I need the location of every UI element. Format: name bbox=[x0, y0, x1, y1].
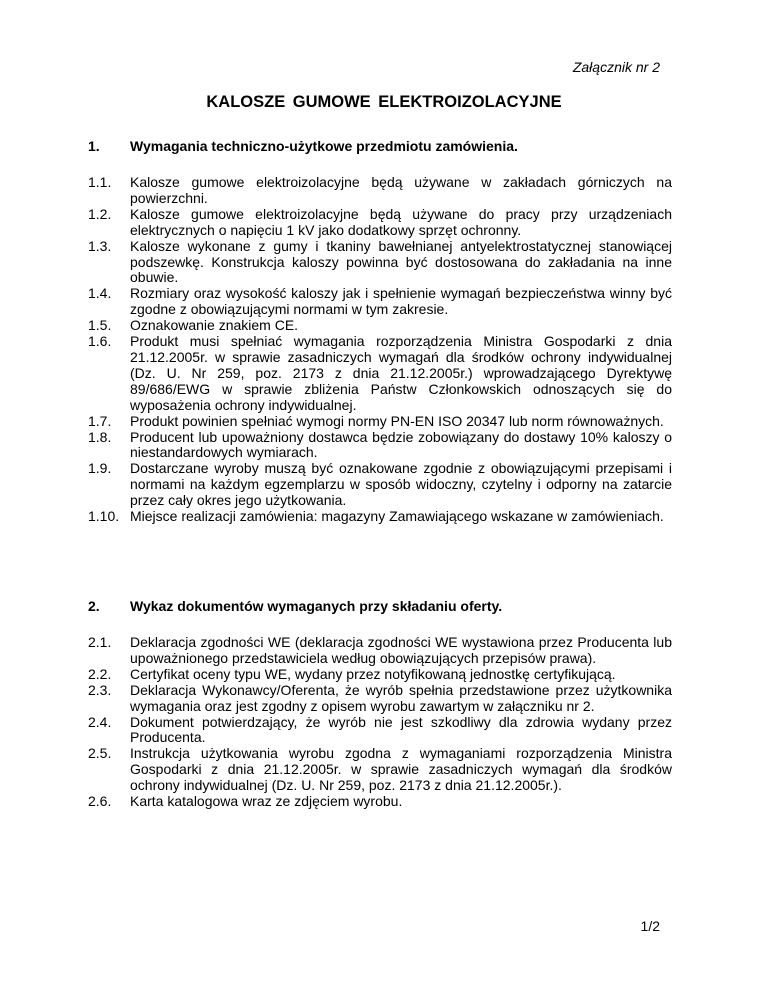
list-item bbox=[88, 318, 672, 334]
item-text: Instrukcja użytkowania wyrobu zgodna z wymaganiami rozporządzenia Ministra Gospodarki z dnia 21.12.2005r. w sprawie zasadniczych wymagań dla środków ochrony indywidualnej (Dz. U. Nr 259, poz. 2173 z dnia 21.12.2005r.). bbox=[130, 745, 672, 794]
item-text: Dostarczane wyroby muszą być oznakowane zgodnie z obowiązującymi przepisami i normami na każdym egzemplarzu w sposób widoczny, czytelny i odporny na zatarcie przez cały okres jego użytkowania. bbox=[130, 460, 672, 509]
list-item bbox=[88, 430, 672, 462]
item-text: Karta katalogowa wraz ze zdjęciem wyrobu. bbox=[130, 793, 403, 810]
item-text: Kalosze gumowe elektroizolacyjne będą używane do pracy przy urządzeniach elektrycznych o napięciu 1 kV jako dodatkowy sprzęt ochronny. bbox=[130, 205, 672, 238]
item-text: Kalosze wykonane z gumy i tkaniny bawełnianej antyelektrostatycznej stanowiącej podszewkę. Konstrukcja kaloszy powinna być dostosowana do zakładania na inne obuwie. bbox=[130, 237, 672, 286]
list-item bbox=[88, 334, 672, 414]
item-number: 1.8. bbox=[88, 428, 112, 445]
item-number: 1.7. bbox=[88, 412, 112, 429]
annex-label: Załącznik nr 2 bbox=[572, 59, 660, 75]
item-number: 2.5. bbox=[88, 745, 112, 762]
list-item bbox=[88, 746, 672, 794]
list-item bbox=[88, 175, 672, 207]
section-2-list bbox=[88, 635, 672, 810]
section-2-heading bbox=[88, 598, 688, 614]
item-number: 2.6. bbox=[88, 793, 112, 810]
list-item bbox=[88, 207, 672, 239]
item-number: 1.1. bbox=[88, 174, 112, 190]
item-text: Oznakowanie znakiem CE. bbox=[130, 317, 299, 334]
section-1-number: 1. bbox=[88, 138, 100, 154]
item-text: Produkt musi spełniać wymagania rozporządzenia Ministra Gospodarki z dnia 21.12.2005r. w sprawie zasadniczych wymagań dla środków ochrony indywidualnej (Dz. U. Nr 259, poz. 2173 z dnia 21.12.2005r.) wprowadzającego Dyrektywę 89/686/EWG w sprawie zbliżenia Państw Członkowskich odnoszących się do wyposażenia ochrony indywidualnej. bbox=[130, 333, 672, 413]
section-1-list bbox=[88, 175, 672, 525]
item-number: 2.2. bbox=[88, 665, 112, 682]
item-number: 1.6. bbox=[88, 333, 112, 350]
item-number: 1.10. bbox=[88, 508, 120, 525]
page-title: KALOSZE GUMOWE ELEKTROIZOLACYJNE bbox=[206, 93, 562, 111]
item-text: Deklaracja Wykonawcy/Oferenta, że wyrób spełnia przedstawione przez użytkownika wymagania oraz jest zgodny z opisem wyrobu zawartym w załączniku nr 2. bbox=[130, 681, 672, 714]
list-item bbox=[88, 414, 672, 430]
section-1-heading bbox=[88, 138, 688, 154]
item-number: 1.2. bbox=[88, 205, 112, 222]
item-number: 2.3. bbox=[88, 681, 112, 698]
page-number: 1/2 bbox=[640, 918, 660, 934]
list-item bbox=[88, 667, 672, 683]
item-text: Rozmiary oraz wysokość kaloszy jak i spełnienie wymagań bezpieczeństwa winny być zgodne z obowiązującymi normami w tym zakresie. bbox=[130, 285, 672, 318]
item-text: Produkt powinien spełniać wymogi normy PN-EN ISO 20347 lub norm równoważnych. bbox=[130, 412, 664, 429]
item-text: Producent lub upoważniony dostawca będzie zobowiązany do dostawy 10% kaloszy o niestandardowych wymiarach. bbox=[130, 428, 672, 461]
list-item bbox=[88, 794, 672, 810]
item-number: 1.9. bbox=[88, 460, 112, 477]
item-text: Deklaracja zgodności WE (deklaracja zgodności WE wystawiona przez Producenta lub upoważnionego przedstawiciela według obowiązujących przepisów prawa). bbox=[130, 634, 672, 666]
list-item bbox=[88, 286, 672, 318]
item-number: 1.4. bbox=[88, 285, 112, 302]
item-text: Kalosze gumowe elektroizolacyjne będą używane w zakładach górniczych na powierzchni. bbox=[130, 174, 672, 206]
section-1-title: Wymagania techniczno-użytkowe przedmiotu zamówienia. bbox=[130, 138, 518, 154]
list-item bbox=[88, 461, 672, 509]
item-text: Certyfikat oceny typu WE, wydany przez notyfikowaną jednostkę certyfikującą. bbox=[130, 665, 616, 682]
list-item bbox=[88, 635, 672, 667]
list-item bbox=[88, 683, 672, 715]
list-item bbox=[88, 715, 672, 747]
list-item bbox=[88, 239, 672, 287]
section-2-title: Wykaz dokumentów wymaganych przy składaniu oferty. bbox=[130, 598, 503, 614]
item-number: 2.4. bbox=[88, 713, 112, 730]
item-number: 1.3. bbox=[88, 237, 112, 254]
section-2-number: 2. bbox=[88, 598, 100, 614]
item-text: Dokument potwierdzający, że wyrób nie jest szkodliwy dla zdrowia wydany przez Producenta. bbox=[130, 713, 672, 746]
item-text: Miejsce realizacji zamówienia: magazyny Zamawiającego wskazane w zamówieniach. bbox=[130, 508, 664, 525]
item-number: 2.1. bbox=[88, 634, 112, 650]
list-item bbox=[88, 509, 672, 525]
item-number: 1.5. bbox=[88, 317, 112, 334]
